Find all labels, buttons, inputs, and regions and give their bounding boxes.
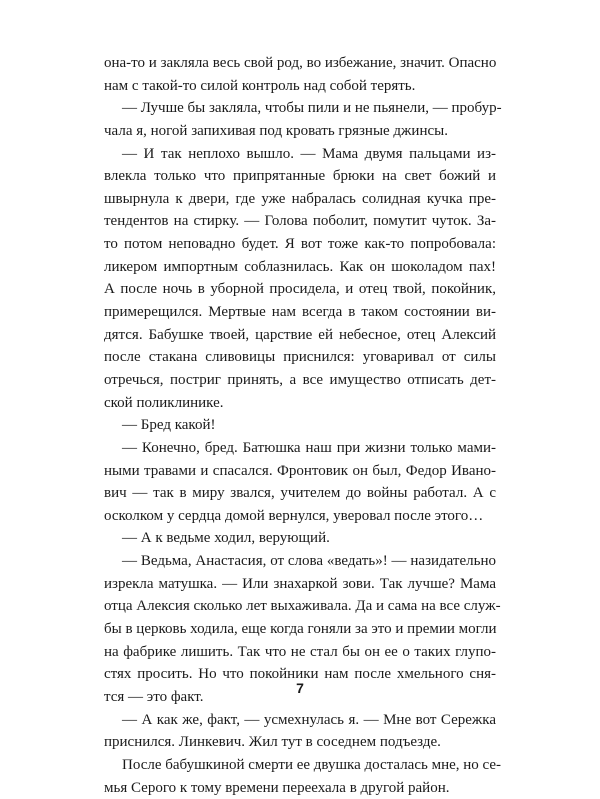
text-line: ликером импортным соблазнилась. Как он шоколадом пах! xyxy=(104,256,496,279)
page-number: 7 xyxy=(0,680,600,696)
text-line: изрекла матушка. — Или знахаркой зови. Так лучше? Мама xyxy=(104,573,496,596)
text-line: приснился. Линкевич. Жил тут в соседнем подъезде. xyxy=(104,731,496,754)
text-line: — Ведьма, Анастасия, от слова «ведать»! — назидательно xyxy=(104,550,496,573)
text-line: она-то и закляла весь свой род, во избежание, значит. Опасно xyxy=(104,52,496,75)
text-line: то потом неповадно будет. Я вот тоже как-то попробовала: xyxy=(104,233,496,256)
text-line: вич — так в миру звался, учителем до войны работал. А с xyxy=(104,482,496,505)
text-line: А после ночь в уборной просидела, и отец твой, покойник, xyxy=(104,278,496,301)
text-line: стях просить. Но что покойники нам после хмельного сня- xyxy=(104,663,496,686)
text-line: — И так неплохо вышло. — Мама двумя пальцами из- xyxy=(104,143,496,166)
text-line: бы в церковь ходила, еще когда гоняли за это и премии могли xyxy=(104,618,496,641)
text-line: мья Серого к тому времени переехала в другой район. xyxy=(104,777,496,799)
text-line: тендентов на стирку. — Голова поболит, помутит чуток. За- xyxy=(104,210,496,233)
text-line: чала я, ногой запихивая под кровать грязные джинсы. xyxy=(104,120,496,143)
text-line: осколком у сердца домой вернулся, уверовал после этого… xyxy=(104,505,496,528)
text-line: тся — это факт. xyxy=(104,686,496,709)
text-line: швырнула к двери, где уже набралась солидная кучка пре- xyxy=(104,188,496,211)
text-line: отца Алексия сколько лет выхаживала. Да и сама на все служ- xyxy=(104,595,496,618)
text-line: после стакана сливовицы приснился: уговаривал от силы xyxy=(104,346,496,369)
text-line: влекла только что припрятанные брюки на свет божий и xyxy=(104,165,496,188)
text-line: отречься, постриг принять, а все имущество отписать дет- xyxy=(104,369,496,392)
text-line: — Бред какой! xyxy=(104,414,496,437)
text-line: ской поликлинике. xyxy=(104,392,496,415)
text-line: дятся. Бабушке твоей, царствие ей небесное, отец Алексий xyxy=(104,324,496,347)
text-line: примерещился. Мертвые нам всегда в таком состоянии ви- xyxy=(104,301,496,324)
text-line: ными травами и спасался. Фронтовик он был, Федор Ивано- xyxy=(104,460,496,483)
text-line: — Лучше бы закляла, чтобы пили и не пьянели, — пробур- xyxy=(104,97,496,120)
text-line: на фабрике лишить. Так что не стал бы он ее о таких глупо- xyxy=(104,641,496,664)
text-line: — Конечно, бред. Батюшка наш при жизни только мами- xyxy=(104,437,496,460)
text-line: — А как же, факт, — усмехнулась я. — Мне вот Сережка xyxy=(104,709,496,732)
text-line: — А к ведьме ходил, верующий. xyxy=(104,527,496,550)
text-line: нам с такой-то силой контроль над собой терять. xyxy=(104,75,496,98)
text-line: После бабушкиной смерти ее двушка досталась мне, но се- xyxy=(104,754,496,777)
